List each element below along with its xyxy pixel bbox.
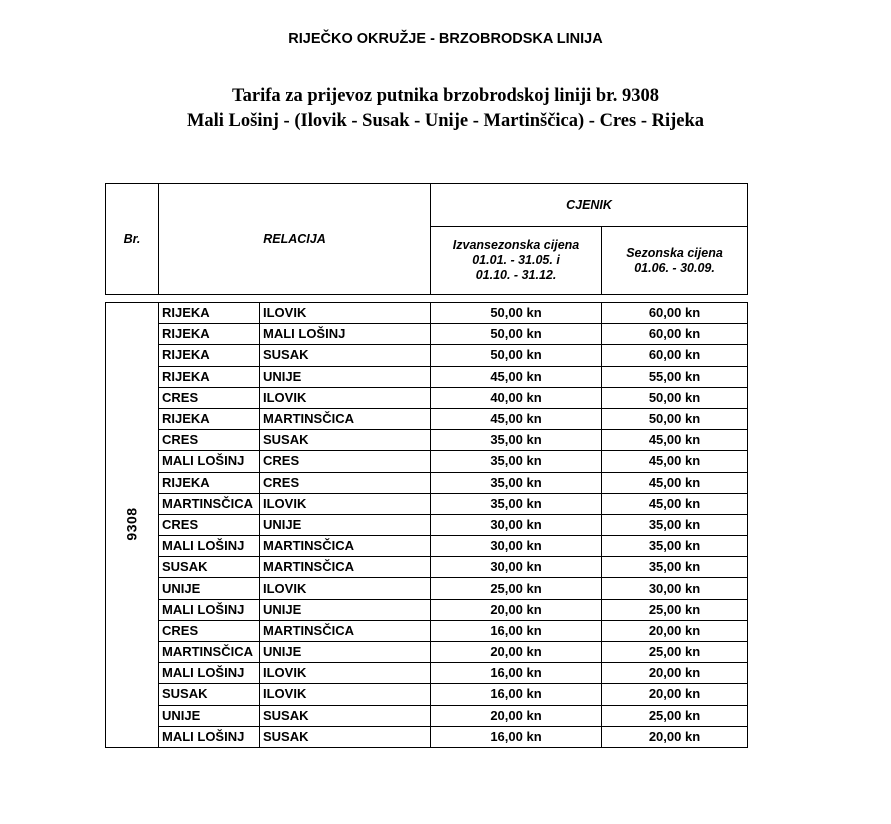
off-season-price-cell: 50,00 kn [431,303,602,324]
column-header-br: Br. [106,184,159,295]
departure-cell: RIJEKA [159,324,260,345]
season-price-cell: 45,00 kn [602,472,748,493]
season-price-cell: 20,00 kn [602,684,748,705]
off-season-price-cell: 25,00 kn [431,578,602,599]
departure-cell: RIJEKA [159,303,260,324]
destination-cell: UNIJE [260,514,431,535]
off-season-period-1: 01.01. - 31.05. i [472,253,560,267]
destination-cell: ILOVIK [260,493,431,514]
season-period: 01.06. - 30.09. [634,260,715,275]
season-price-cell: 55,00 kn [602,366,748,387]
destination-cell: MARTINSČICA [260,408,431,429]
column-header-off-season [431,227,602,295]
season-price-cell: 20,00 kn [602,726,748,747]
table-row [106,663,748,684]
table-row [106,472,748,493]
table-row [106,493,748,514]
off-season-price-cell: 20,00 kn [431,705,602,726]
document-header: RIJEČKO OKRUŽJE - BRZOBRODSKA LINIJA [288,31,603,47]
destination-cell: ILOVIK [260,663,431,684]
season-price-cell: 45,00 kn [602,451,748,472]
season-price-cell: 20,00 kn [602,620,748,641]
season-price-cell: 45,00 kn [602,493,748,514]
season-price-cell: 25,00 kn [602,642,748,663]
off-season-price-cell: 40,00 kn [431,387,602,408]
destination-cell: ILOVIK [260,303,431,324]
destination-cell: ILOVIK [260,578,431,599]
season-price-cell: 60,00 kn [602,303,748,324]
document-subtitle: Mali Lošinj - (Ilovik - Susak - Unije - Martinščica) - Cres - Rijeka [186,111,705,131]
destination-cell: UNIJE [260,599,431,620]
destination-cell: ILOVIK [260,387,431,408]
table-row [106,387,748,408]
table-row [106,345,748,366]
off-season-price-cell: 30,00 kn [431,514,602,535]
departure-cell: SUSAK [159,684,260,705]
table-row [106,578,748,599]
destination-cell: ILOVIK [260,684,431,705]
off-season-price-cell: 16,00 kn [431,620,602,641]
off-season-price-cell: 35,00 kn [431,493,602,514]
off-season-price-cell: 20,00 kn [431,642,602,663]
destination-cell: CRES [260,451,431,472]
destination-cell: CRES [260,472,431,493]
off-season-price-cell: 45,00 kn [431,408,602,429]
off-season-price-cell: 50,00 kn [431,324,602,345]
destination-cell: MARTINSČICA [260,536,431,557]
table-row [106,642,748,663]
season-price-cell: 30,00 kn [602,578,748,599]
off-season-price-cell: 50,00 kn [431,345,602,366]
tariff-table-header [105,183,748,295]
off-season-label: Izvansezonska cijena [452,238,580,252]
off-season-price-cell: 16,00 kn [431,726,602,747]
departure-cell: SUSAK [159,557,260,578]
departure-cell: CRES [159,514,260,535]
departure-cell: RIJEKA [159,408,260,429]
destination-cell: MALI LOŠINJ [260,324,431,345]
line-number: 9308 [124,507,140,542]
off-season-price-cell: 16,00 kn [431,663,602,684]
season-price-cell: 25,00 kn [602,705,748,726]
column-header-cjenik: CJENIK [431,184,748,227]
column-header-relacija: RELACIJA [159,184,431,295]
table-row [106,514,748,535]
table-row [106,408,748,429]
season-price-cell: 25,00 kn [602,599,748,620]
off-season-price-cell: 35,00 kn [431,430,602,451]
departure-cell: MARTINSČICA [159,493,260,514]
off-season-price-cell: 35,00 kn [431,472,602,493]
off-season-price-cell: 20,00 kn [431,599,602,620]
table-row [106,536,748,557]
destination-cell: UNIJE [260,366,431,387]
table-row [106,451,748,472]
season-price-cell: 45,00 kn [602,430,748,451]
departure-cell: UNIJE [159,578,260,599]
off-season-period-2: 01.10. - 31.12. [475,268,557,282]
departure-cell: MALI LOŠINJ [159,726,260,747]
season-price-cell: 60,00 kn [602,324,748,345]
document-title: Tarifa za prijevoz putnika brzobrodskoj liniji br. 9308 [232,86,659,106]
departure-cell: UNIJE [159,705,260,726]
departure-cell: RIJEKA [159,366,260,387]
table-row [106,366,748,387]
season-label: Sezonska cijena [626,245,723,260]
departure-cell: MALI LOŠINJ [159,663,260,684]
table-row [106,557,748,578]
table-row [106,726,748,747]
destination-cell: SUSAK [260,726,431,747]
column-header-season [602,227,748,295]
departure-cell: RIJEKA [159,472,260,493]
table-row [106,430,748,451]
departure-cell: MALI LOŠINJ [159,599,260,620]
table-row [106,303,748,324]
off-season-price-cell: 35,00 kn [431,451,602,472]
season-price-cell: 35,00 kn [602,557,748,578]
destination-cell: MARTINSČICA [260,620,431,641]
departure-cell: CRES [159,387,260,408]
season-price-cell: 60,00 kn [602,345,748,366]
table-row [106,684,748,705]
table-row [106,705,748,726]
off-season-price-cell: 30,00 kn [431,536,602,557]
departure-cell: MALI LOŠINJ [159,451,260,472]
departure-cell: CRES [159,430,260,451]
season-price-cell: 20,00 kn [602,663,748,684]
table-row [106,620,748,641]
departure-cell: RIJEKA [159,345,260,366]
table-row [106,324,748,345]
season-price-cell: 50,00 kn [602,408,748,429]
departure-cell: CRES [159,620,260,641]
line-number-cell [106,303,159,748]
tariff-table [105,302,748,748]
departure-cell: MALI LOŠINJ [159,536,260,557]
destination-cell: SUSAK [260,705,431,726]
table-row [106,599,748,620]
off-season-price-cell: 16,00 kn [431,684,602,705]
destination-cell: MARTINSČICA [260,557,431,578]
season-price-cell: 35,00 kn [602,536,748,557]
destination-cell: SUSAK [260,345,431,366]
destination-cell: UNIJE [260,642,431,663]
off-season-price-cell: 45,00 kn [431,366,602,387]
off-season-price-cell: 30,00 kn [431,557,602,578]
departure-cell: MARTINSČICA [159,642,260,663]
season-price-cell: 35,00 kn [602,514,748,535]
destination-cell: SUSAK [260,430,431,451]
season-price-cell: 50,00 kn [602,387,748,408]
